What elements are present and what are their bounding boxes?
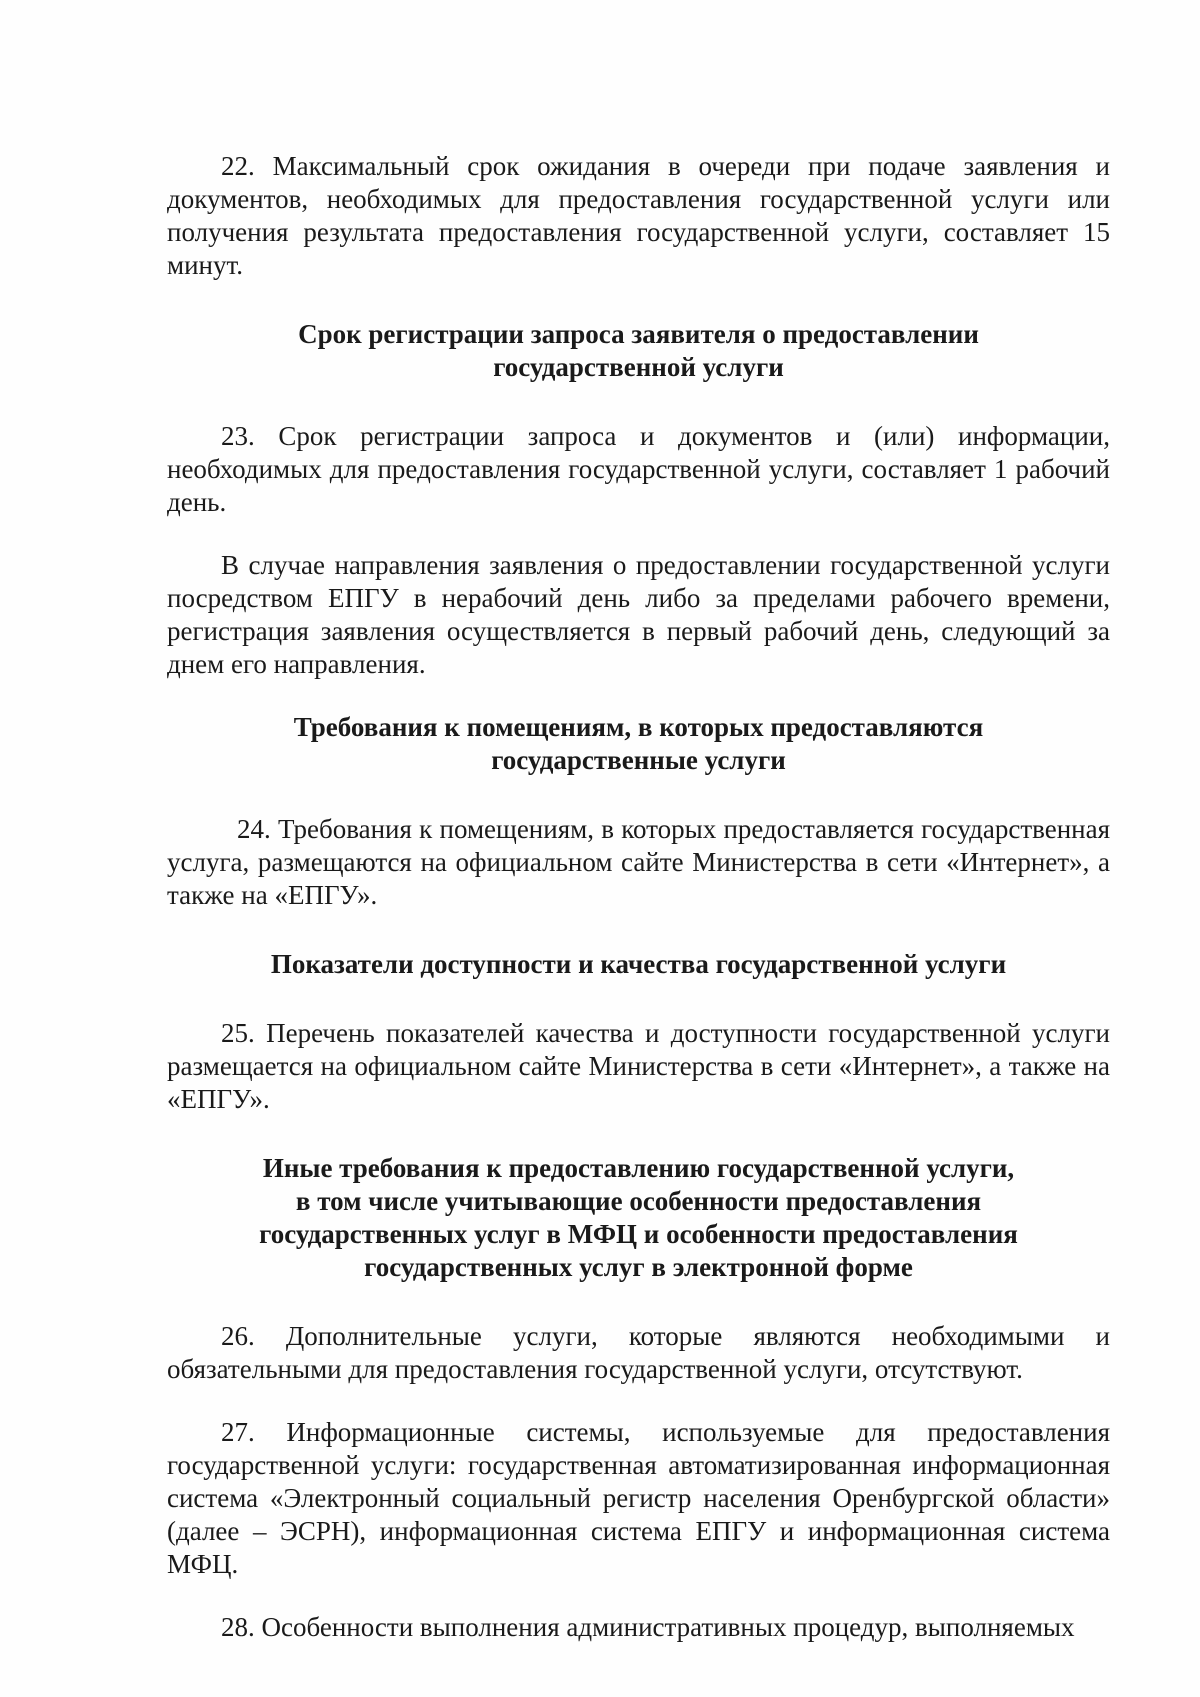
heading-line: Иные требования к предоставлению государственной услуги, [262, 1153, 1015, 1183]
heading-registration-term [167, 318, 1110, 384]
document-body [167, 150, 1110, 1644]
heading-line: государственной услуги [493, 352, 784, 382]
paragraph-23-continuation: В случае направления заявления о предоставлении государственной услуги посредством ЕПГУ в нерабочий день либо за пределами рабочего времени, регистрация заявления осуществляется в первый рабочий день, следующий за днем его направления. [167, 550, 1110, 679]
heading-accessibility-indicators: Показатели доступности и качества государственной услуги [270, 949, 1007, 979]
paragraph-27: 27. Информационные системы, используемые для предоставления государственной услуги: государственная автоматизированная информационная система «Электронный социальный регистр населения Оренбургской области» (далее – ЭСРН), информационная система ЕПГУ и информационная система МФЦ. [167, 1417, 1110, 1579]
heading-line: Требования к помещениям, в которых предоставляются [293, 712, 984, 742]
heading-line: Срок регистрации запроса заявителя о предоставлении [298, 319, 979, 349]
heading-line: государственных услуг в электронной форме [364, 1252, 913, 1282]
heading-line: в том числе учитывающие особенности предоставления [295, 1186, 982, 1216]
heading-line: государственных услуг в МФЦ и особенности предоставления [259, 1219, 1018, 1249]
heading-other-requirements [167, 1152, 1110, 1284]
heading-premises-requirements [167, 711, 1110, 777]
heading-line: государственные услуги [491, 745, 786, 775]
paragraph-25: 25. Перечень показателей качества и доступности государственной услуги размещается на официальном сайте Министерства в сети «Интернет», а также на «ЕПГУ». [167, 1018, 1110, 1114]
paragraph-28: 28. Особенности выполнения административных процедур, выполняемых [221, 1612, 1075, 1642]
paragraph-24: 24. Требования к помещениям, в которых предоставляется государственная услуга, размещаются на официальном сайте Министерства в сети «Интернет», а также на «ЕПГУ». [167, 814, 1110, 910]
paragraph-23: 23. Срок регистрации запроса и документов и (или) информации, необходимых для предоставления государственной услуги, составляет 1 рабочий день. [167, 421, 1110, 517]
paragraph-26: 26. Дополнительные услуги, которые являются необходимыми и обязательными для предоставления государственной услуги, отсутствуют. [167, 1321, 1110, 1384]
paragraph-22: 22. Максимальный срок ожидания в очереди при подаче заявления и документов, необходимых для предоставления государственной услуги или получения результата предоставления государственной услуги, составляет 15 минут. [167, 151, 1110, 280]
